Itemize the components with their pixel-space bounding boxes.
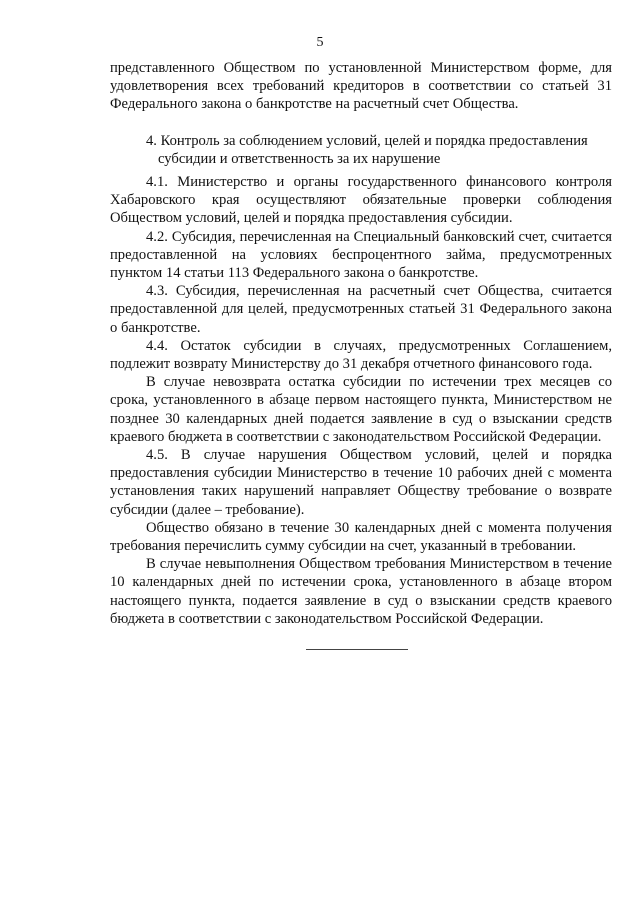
clause-4-5-paragraph-3: В случае невыполнения Обществом требования Министерством в течение 10 календарных дней по истечении срока, установленного в абзаце втором настоящего пункта, подается заявление в суд о взыскании средств краевого бюджета в соответствии с законодательством Российской Федерации.	[110, 556, 612, 627]
end-of-document-rule	[306, 649, 408, 650]
clause-4-5-paragraph-2: Общество обязано в течение 30 календарных дней с момента получения требования перечислить сумму субсидии на счет, указанный в требовании.	[110, 519, 612, 555]
continued-paragraph: представленного Обществом по установленной Министерством форме, для удовлетворения всех требований кредиторов в соответствии со статьей 31 Федерального закона о банкротстве на расчетный счет Общества.	[110, 60, 612, 113]
section-4-heading-line-1: 4. Контроль за соблюдением условий, целей и порядка предоставления	[146, 132, 588, 149]
section-4-heading	[110, 132, 612, 168]
page-number: 5	[316, 35, 324, 50]
clause-4-4-paragraph-2: В случае невозврата остатка субсидии по истечении трех месяцев со срока, установленного в абзаце первом настоящего пункта, Министерством не позднее 30 календарных дней подается заявление в суд о взыскании средств краевого бюджета в соответствии с законодательством Российской Федерации.	[110, 374, 612, 445]
clause-4-5: 4.5. В случае нарушения Обществом условий, целей и порядка предоставления субсидии Министерство в течение 10 рабочих дней с момента установления таких нарушений направляет Обществу требование о возврате субсидии (далее – требование).	[110, 447, 612, 518]
clause-4-3: 4.3. Субсидия, перечисленная на расчетный счет Общества, считается предоставленной для целей, предусмотренных статьей 31 Федерального закона о банкротстве.	[110, 283, 612, 336]
clause-4-1: 4.1. Министерство и органы государственного финансового контроля Хабаровского края осуществляют обязательные проверки соблюдения Обществом условий, целей и порядка предоставления субсидии.	[110, 174, 612, 227]
clause-4-2: 4.2. Субсидия, перечисленная на Специальный банковский счет, считается предоставленной на условиях беспроцентного займа, предусмотренных пунктом 14 статьи 113 Федерального закона о банкротстве.	[110, 228, 612, 282]
clause-4-4: 4.4. Остаток субсидии в случаях, предусмотренных Соглашением, подлежит возврату Министерству до 31 декабря отчетного финансового года.	[110, 337, 612, 373]
document-body	[110, 59, 612, 628]
section-4-heading-line-2: субсидии и ответственность за их нарушение	[158, 150, 441, 167]
